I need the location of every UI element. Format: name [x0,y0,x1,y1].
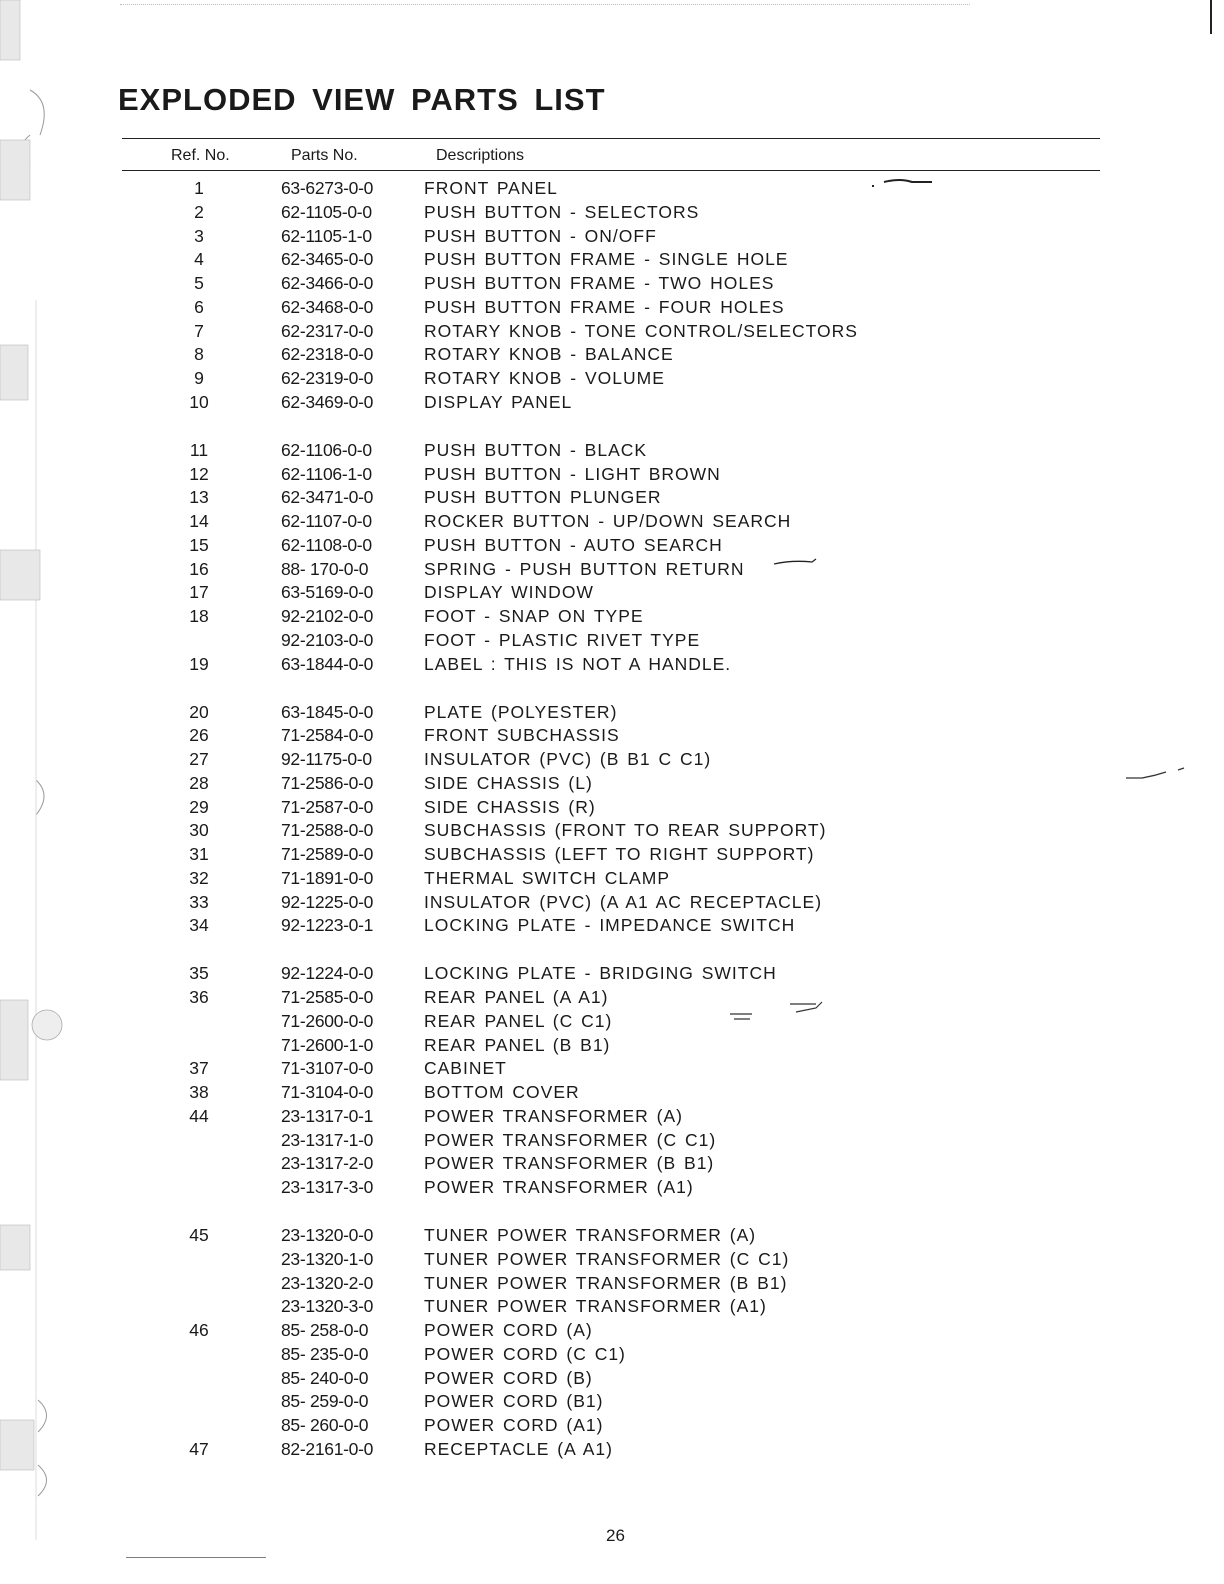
ref-no-cell: 26 [189,725,209,746]
table-row [0,1175,1224,1199]
parts-no-cell: 71-3104-0-0 [281,1082,374,1102]
description-cell: PUSH BUTTON FRAME - FOUR HOLES [424,296,785,317]
table-row [0,604,1224,628]
parts-no-cell: 23-1320-2-0 [281,1272,374,1293]
description-cell: ROTARY KNOB - TONE CONTROL/SELECTORS [424,320,858,341]
parts-no-cell: 71-2588-0-0 [281,820,374,841]
parts-no-cell: 62-2318-0-0 [281,344,374,365]
parts-no-cell: 71-2585-0-0 [281,987,374,1007]
ref-no-cell: 9 [194,368,204,388]
table-row [0,961,1224,985]
pen-mark [724,1000,834,1024]
parts-no-cell: 62-1106-0-0 [281,439,372,460]
table-row [0,176,1224,200]
description-cell: SIDE CHASSIS (R) [424,796,596,817]
table-row [0,295,1224,319]
table-row [0,1271,1224,1295]
ref-no-cell: 36 [189,987,209,1007]
parts-no-cell: 92-1225-0-0 [281,891,374,912]
ref-no-cell: 19 [189,653,209,674]
table-row [0,1104,1224,1128]
description-cell: LABEL : THIS IS NOT A HANDLE. [424,653,732,674]
parts-no-cell: 92-1224-0-0 [281,963,374,984]
table-row [0,271,1224,295]
description-cell: PLATE (POLYESTER) [424,701,618,722]
parts-no-cell: 71-2587-0-0 [281,796,374,817]
table-row [0,1437,1224,1461]
parts-no-cell: 62-3469-0-0 [281,391,374,412]
ref-no-cell: 46 [189,1320,209,1340]
ref-no-cell: 16 [189,558,209,579]
table-row [0,913,1224,937]
table-row [0,1389,1224,1413]
description-cell: REAR PANEL (A A1) [424,987,609,1007]
parts-no-cell: 85- 260-0-0 [281,1415,369,1435]
header-parts-no: Parts No. [291,147,358,164]
parts-no-cell: 92-1223-0-1 [281,915,374,936]
ref-no-cell: 1 [194,178,204,198]
parts-no-cell: 23-1317-1-0 [281,1129,374,1150]
table-row [0,1080,1224,1104]
ref-no-cell: 30 [189,820,209,841]
parts-no-cell: 23-1320-3-0 [281,1296,374,1317]
parts-no-cell: 62-1106-1-0 [281,463,372,484]
description-cell: REAR PANEL (B B1) [424,1034,611,1055]
parts-no-cell: 23-1317-3-0 [281,1177,374,1197]
parts-no-cell: 71-2584-0-0 [281,725,374,746]
table-row [0,319,1224,343]
description-cell: SUBCHASSIS (LEFT TO RIGHT SUPPORT) [424,844,815,864]
table-row [0,1318,1224,1342]
table-row [0,652,1224,676]
parts-no-cell: 85- 258-0-0 [281,1320,369,1340]
ref-no-cell: 27 [189,749,209,769]
parts-no-cell: 63-1845-0-0 [281,701,374,722]
description-cell: PUSH BUTTON - BLACK [424,439,648,460]
ref-no-cell: 31 [189,844,209,864]
ref-no-cell: 3 [194,225,204,246]
table-row [0,1247,1224,1271]
table-row [0,1342,1224,1366]
parts-no-cell: 23-1317-2-0 [281,1153,374,1174]
ref-no-cell: 32 [189,867,209,888]
page-title: EXPLODED VIEW PARTS LIST [118,82,606,117]
table-row [0,1223,1224,1247]
ref-no-cell: 10 [189,391,209,412]
parts-no-cell: 23-1320-1-0 [281,1248,374,1269]
ref-no-cell: 18 [189,606,209,626]
parts-no-cell: 62-1105-0-0 [281,201,372,222]
table-row [0,985,1224,1009]
pen-mark [772,556,822,568]
description-cell: SPRING - PUSH BUTTON RETURN [424,558,745,579]
ref-no-cell: 29 [189,796,209,817]
parts-no-cell: 71-2600-0-0 [281,1010,374,1031]
description-cell: POWER TRANSFORMER (A) [424,1105,683,1126]
ref-no-cell: 2 [194,201,204,222]
description-cell: PUSH BUTTON PLUNGER [424,487,662,508]
parts-no-cell: 63-5169-0-0 [281,582,374,603]
description-cell: THERMAL SWITCH CLAMP [424,867,671,888]
parts-no-cell: 85- 259-0-0 [281,1391,369,1412]
ref-no-cell: 5 [194,273,204,293]
description-cell: FOOT - SNAP ON TYPE [424,606,644,626]
description-cell: ROCKER BUTTON - UP/DOWN SEARCH [424,511,792,531]
table-row [0,890,1224,914]
table-row [0,462,1224,486]
table-row [0,485,1224,509]
description-cell: PUSH BUTTON FRAME - SINGLE HOLE [424,249,789,270]
ref-no-cell: 44 [189,1105,209,1126]
ref-no-cell: 33 [189,891,209,912]
description-cell: INSULATOR (PVC) (A A1 AC RECEPTACLE) [424,891,823,912]
pen-mark [1124,766,1194,782]
description-cell: RECEPTACLE (A A1) [424,1438,613,1459]
description-cell: POWER CORD (A1) [424,1415,604,1435]
parts-no-cell: 71-2586-0-0 [281,772,374,793]
table-row [0,628,1224,652]
description-cell: SIDE CHASSIS (L) [424,772,593,793]
ref-no-cell: 4 [194,249,204,270]
parts-no-cell: 62-3466-0-0 [281,273,374,293]
description-cell: DISPLAY WINDOW [424,582,594,603]
table-row [0,795,1224,819]
ref-no-cell: 17 [189,582,209,603]
description-cell: PUSH BUTTON FRAME - TWO HOLES [424,273,775,293]
ref-no-cell: 20 [189,701,209,722]
table-row [0,1294,1224,1318]
description-cell: PUSH BUTTON - LIGHT BROWN [424,463,721,484]
ref-no-cell: 12 [189,463,209,484]
description-cell: DISPLAY PANEL [424,391,573,412]
ref-no-cell: 11 [189,439,209,460]
table-row [0,1413,1224,1437]
table-row [0,747,1224,771]
parts-no-cell: 71-1891-0-0 [281,867,374,888]
description-cell: TUNER POWER TRANSFORMER (A1) [424,1296,767,1317]
parts-no-cell: 92-1175-0-0 [281,749,372,769]
table-row [0,200,1224,224]
parts-no-cell: 23-1317-0-1 [281,1105,374,1126]
parts-no-cell: 62-2317-0-0 [281,320,374,341]
parts-no-cell: 92-2102-0-0 [281,606,374,626]
parts-no-cell: 92-2103-0-0 [281,629,374,650]
table-row [0,247,1224,271]
parts-no-cell: 62-1105-1-0 [281,225,372,246]
table-row [0,509,1224,533]
parts-no-cell: 62-1108-0-0 [281,534,372,555]
ref-no-cell: 34 [189,915,209,936]
table-row [0,342,1224,366]
description-cell: POWER TRANSFORMER (A1) [424,1177,694,1197]
ref-no-cell: 47 [189,1438,209,1459]
parts-no-cell: 63-6273-0-0 [281,178,374,198]
ref-no-cell: 6 [194,296,204,317]
description-cell: POWER CORD (C C1) [424,1343,626,1364]
description-cell: POWER CORD (B) [424,1367,593,1388]
header-descriptions: Descriptions [436,147,525,164]
description-cell: PUSH BUTTON - SELECTORS [424,201,700,222]
table-row [0,1128,1224,1152]
table-row [0,1033,1224,1057]
ref-no-cell: 7 [194,320,204,341]
description-cell: POWER TRANSFORMER (C C1) [424,1129,717,1150]
table-row [0,1366,1224,1390]
table-row [0,533,1224,557]
description-cell: BOTTOM COVER [424,1082,580,1102]
table-row [0,818,1224,842]
table-row [0,366,1224,390]
parts-no-cell: 88- 170-0-0 [281,558,369,579]
description-cell: POWER CORD (B1) [424,1391,604,1412]
parts-no-cell: 62-2319-0-0 [281,368,374,388]
parts-no-cell: 62-1107-0-0 [281,511,372,531]
ref-no-cell: 45 [189,1225,209,1245]
description-cell: CABINET [424,1058,507,1079]
description-cell: TUNER POWER TRANSFORMER (B B1) [424,1272,788,1293]
description-cell: FRONT PANEL [424,178,558,198]
table-row [0,842,1224,866]
parts-no-cell: 62-3465-0-0 [281,249,374,270]
description-cell: LOCKING PLATE - BRIDGING SWITCH [424,963,777,984]
table-row [0,1009,1224,1033]
table-row [0,723,1224,747]
table-row [0,557,1224,581]
description-cell: REAR PANEL (C C1) [424,1010,613,1031]
parts-no-cell: 71-2589-0-0 [281,844,374,864]
parts-no-cell: 63-1844-0-0 [281,653,374,674]
description-cell: TUNER POWER TRANSFORMER (C C1) [424,1248,790,1269]
scan-bottom-line [126,1557,266,1558]
description-cell: LOCKING PLATE - IMPEDANCE SWITCH [424,915,796,936]
table-row [0,700,1224,724]
ref-no-cell: 28 [189,772,209,793]
parts-no-cell: 71-3107-0-0 [281,1058,374,1079]
pen-mark [870,176,940,190]
parts-no-cell: 82-2161-0-0 [281,1438,374,1459]
table-row [0,771,1224,795]
description-cell: PUSH BUTTON - AUTO SEARCH [424,534,723,555]
ref-no-cell: 13 [189,487,209,508]
description-cell: FOOT - PLASTIC RIVET TYPE [424,629,701,650]
ref-no-cell: 38 [189,1082,209,1102]
description-cell: TUNER POWER TRANSFORMER (A) [424,1225,757,1245]
description-cell: ROTARY KNOB - VOLUME [424,368,665,388]
parts-no-cell: 85- 240-0-0 [281,1367,369,1388]
description-cell: SUBCHASSIS (FRONT TO REAR SUPPORT) [424,820,827,841]
parts-no-cell: 62-3468-0-0 [281,296,374,317]
parts-no-cell: 85- 235-0-0 [281,1343,369,1364]
description-cell: PUSH BUTTON - ON/OFF [424,225,657,246]
page-number: 26 [606,1526,625,1545]
table-row [0,438,1224,462]
table-row [0,866,1224,890]
table-row [0,224,1224,248]
header-ref-no: Ref. No. [171,147,230,164]
description-cell: FRONT SUBCHASSIS [424,725,620,746]
table-row [0,1151,1224,1175]
ref-no-cell: 8 [194,344,204,365]
parts-no-cell: 71-2600-1-0 [281,1034,374,1055]
ref-no-cell: 15 [189,534,209,555]
description-cell: INSULATOR (PVC) (B B1 C C1) [424,749,712,769]
ref-no-cell: 14 [189,511,209,531]
parts-no-cell: 62-3471-0-0 [281,487,374,508]
description-cell: POWER TRANSFORMER (B B1) [424,1153,715,1174]
table-row [0,1056,1224,1080]
table-row [0,580,1224,604]
ref-no-cell: 37 [189,1058,209,1079]
table-row [0,390,1224,414]
ref-no-cell: 35 [189,963,209,984]
description-cell: ROTARY KNOB - BALANCE [424,344,674,365]
parts-no-cell: 23-1320-0-0 [281,1225,374,1245]
description-cell: POWER CORD (A) [424,1320,593,1340]
